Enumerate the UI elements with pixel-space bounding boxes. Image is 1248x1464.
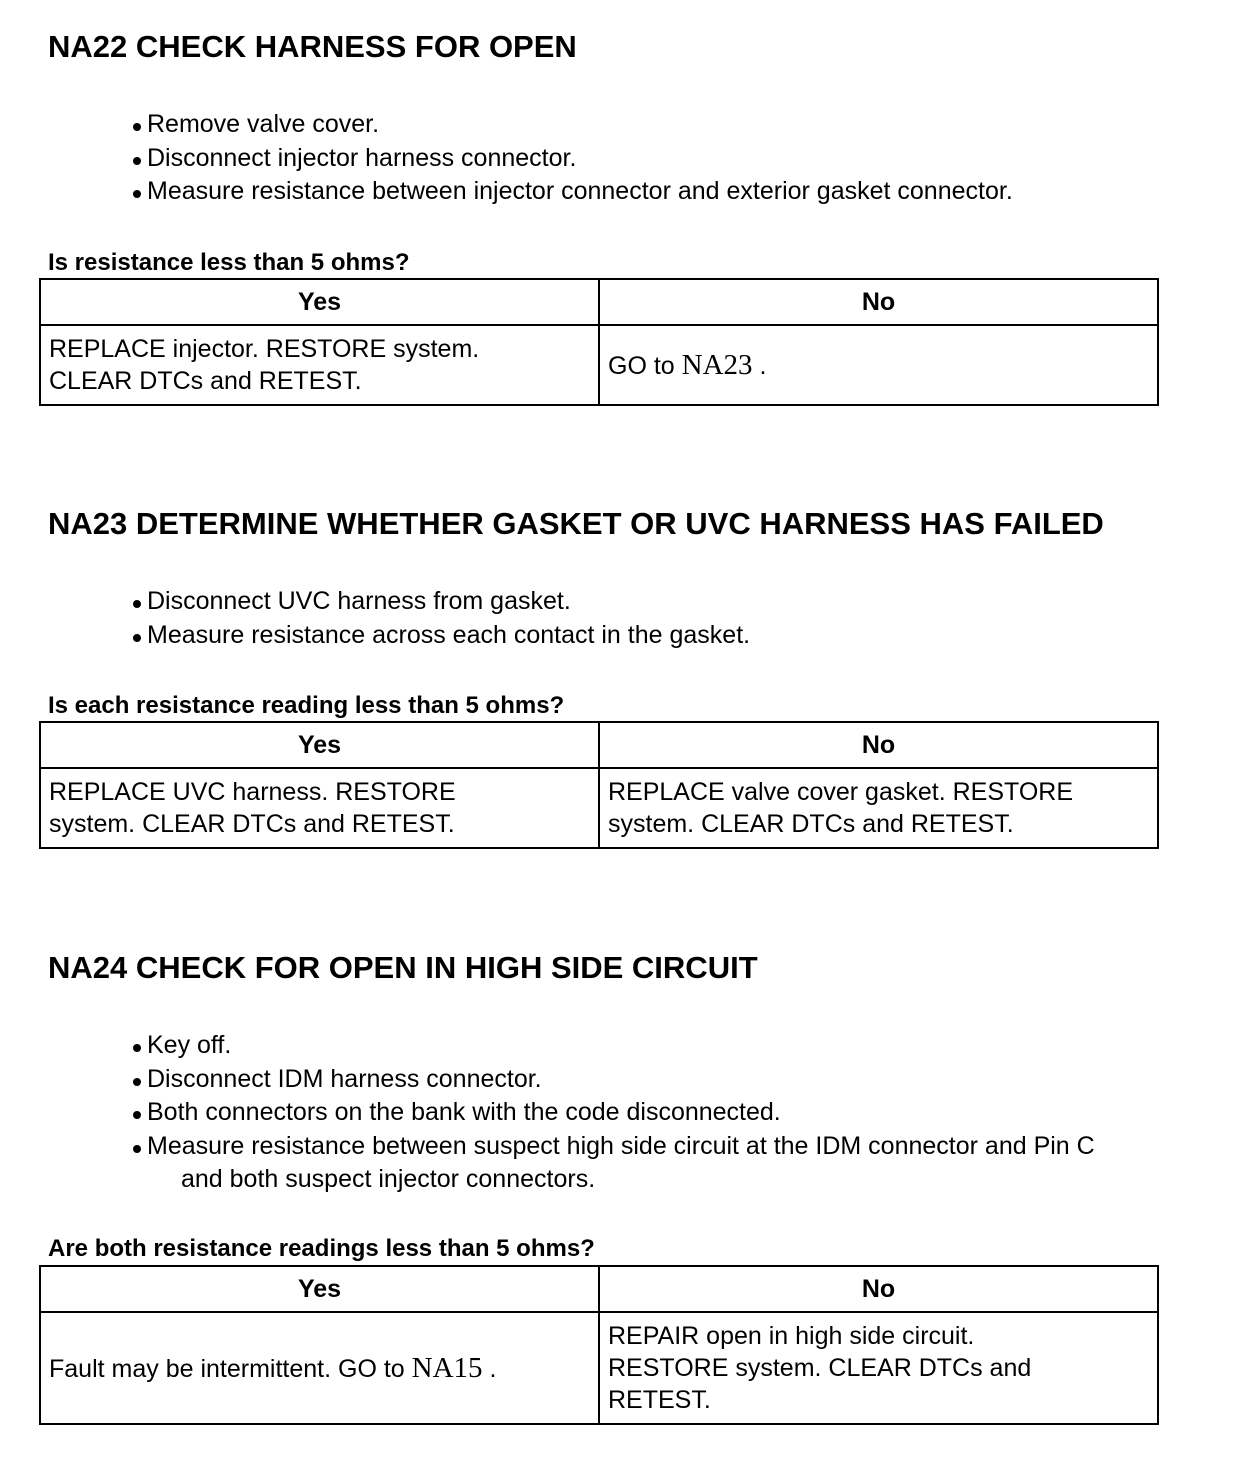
yes-no-table-na22 <box>39 278 1159 406</box>
bullet-list-na22 <box>132 108 1013 209</box>
no-line: system. CLEAR DTCs and RETEST. <box>608 810 1014 838</box>
yes-no-table-na23 <box>39 721 1159 849</box>
no-text: GO to <box>608 351 682 380</box>
question-na23: Is each resistance reading less than 5 ohms? <box>48 692 565 719</box>
no-cell <box>599 768 1158 848</box>
no-header: No <box>599 279 1158 325</box>
no-line: REPAIR open in high side circuit. <box>608 1322 975 1350</box>
yes-suffix: . <box>482 1354 497 1383</box>
yes-header: Yes <box>40 722 599 768</box>
question-na22: Is resistance less than 5 ohms? <box>48 249 410 276</box>
no-header: No <box>599 1266 1158 1312</box>
yes-cell <box>40 1312 599 1424</box>
section-heading-na23: NA23 DETERMINE WHETHER GASKET OR UVC HARNESS HAS FAILED <box>48 506 1104 541</box>
na15-link[interactable]: NA15 <box>411 1351 483 1384</box>
list-item: Disconnect UVC harness from gasket. <box>132 585 750 619</box>
yes-header: Yes <box>40 279 599 325</box>
list-item: Measure resistance between injector connector and exterior gasket connector. <box>132 175 1013 209</box>
no-line: REPLACE valve cover gasket. RESTORE <box>608 778 1073 806</box>
yes-text: Fault may be intermittent. GO to <box>49 1354 412 1383</box>
list-item: Disconnect IDM harness connector. <box>132 1063 1095 1097</box>
section-heading-na24: NA24 CHECK FOR OPEN IN HIGH SIDE CIRCUIT <box>48 950 758 985</box>
no-line: RESTORE system. CLEAR DTCs and <box>608 1354 1032 1382</box>
list-item: Both connectors on the bank with the code disconnected. <box>132 1096 1095 1130</box>
bullet-list-na24 <box>132 1029 1095 1197</box>
question-na24: Are both resistance readings less than 5 ohms? <box>48 1235 595 1262</box>
no-header: No <box>599 722 1158 768</box>
list-item: Disconnect injector harness connector. <box>132 142 1013 176</box>
yes-line: system. CLEAR DTCs and RETEST. <box>49 810 455 838</box>
list-item <box>132 1130 1095 1197</box>
no-line: RETEST. <box>608 1386 711 1414</box>
yes-line: REPLACE injector. RESTORE system. <box>49 335 480 363</box>
yes-cell <box>40 325 599 405</box>
yes-no-table-na24 <box>39 1265 1159 1425</box>
list-item: Measure resistance across each contact in the gasket. <box>132 619 750 653</box>
list-item-text: Measure resistance between suspect high side circuit at the IDM connector and Pin C <box>147 1131 1095 1160</box>
bullet-list-na23 <box>132 585 750 652</box>
list-item: Key off. <box>132 1029 1095 1063</box>
section-heading-na22: NA22 CHECK HARNESS FOR OPEN <box>48 29 577 64</box>
no-cell <box>599 325 1158 405</box>
list-item-continuation: and both suspect injector connectors. <box>181 1165 596 1193</box>
yes-line: CLEAR DTCs and RETEST. <box>49 367 362 395</box>
list-item: Remove valve cover. <box>132 108 1013 142</box>
yes-header: Yes <box>40 1266 599 1312</box>
yes-cell <box>40 768 599 848</box>
na23-link[interactable]: NA23 <box>681 348 753 381</box>
yes-line: REPLACE UVC harness. RESTORE <box>49 778 456 806</box>
no-cell <box>599 1312 1158 1424</box>
no-suffix: . <box>752 351 767 380</box>
